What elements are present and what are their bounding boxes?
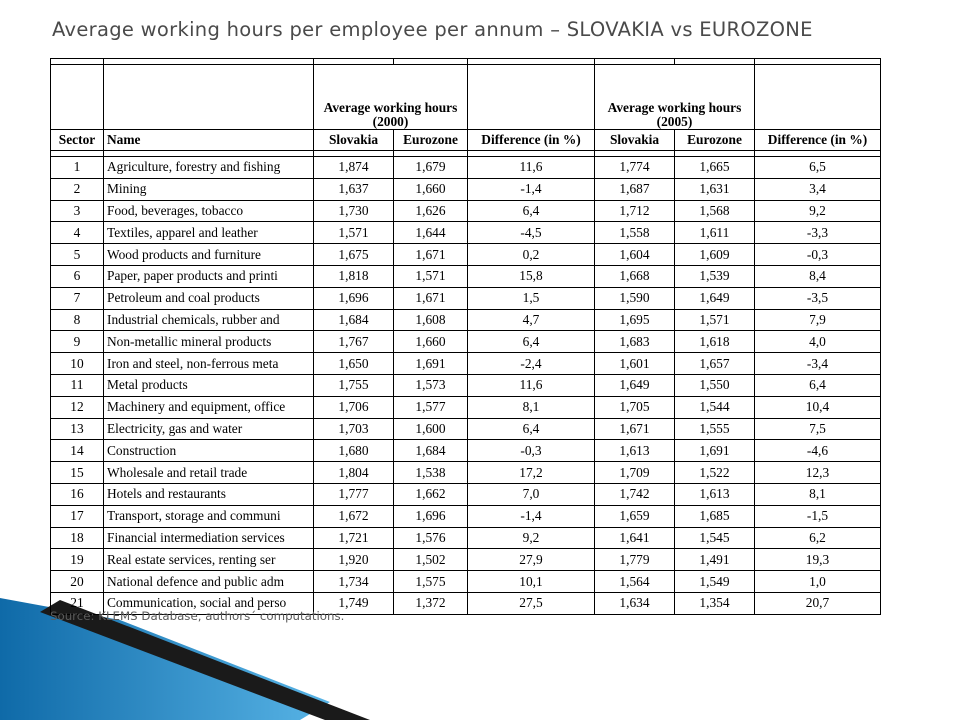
difference-2000-cell: -2,4: [468, 353, 595, 375]
difference-2005-cell: 19,3: [755, 549, 881, 571]
slovakia-2005-cell: 1,558: [595, 222, 675, 244]
slovakia-2005-cell: 1,601: [595, 353, 675, 375]
difference-2005-cell: 7,5: [755, 418, 881, 440]
difference-2005-cell: 6,4: [755, 374, 881, 396]
eurozone-2005-cell: 1,609: [675, 244, 755, 266]
eurozone-2000-cell: 1,696: [394, 505, 468, 527]
table-row: [51, 244, 881, 266]
eurozone-2000-cell: 1,538: [394, 462, 468, 484]
col-header-difference-2000: Difference (in %): [468, 130, 595, 151]
difference-2000-cell: 9,2: [468, 527, 595, 549]
slovakia-2000-cell: 1,650: [314, 353, 394, 375]
group-header-2005: Average working hours (2005): [595, 65, 755, 130]
difference-2005-cell: 1,0: [755, 571, 881, 593]
slovakia-2000-cell: 1,767: [314, 331, 394, 353]
slovakia-2000-cell: 1,637: [314, 178, 394, 200]
table-row: [51, 462, 881, 484]
name-cell: Food, beverages, tobacco: [104, 200, 314, 222]
col-header-slovakia-2005: Slovakia: [595, 130, 675, 151]
slovakia-2000-cell: 1,703: [314, 418, 394, 440]
eurozone-2005-cell: 1,685: [675, 505, 755, 527]
slovakia-2000-cell: 1,672: [314, 505, 394, 527]
table-row: [51, 200, 881, 222]
table-row: [51, 222, 881, 244]
eurozone-2000-cell: 1,573: [394, 374, 468, 396]
slovakia-2005-cell: 1,705: [595, 396, 675, 418]
eurozone-2005-cell: 1,571: [675, 309, 755, 331]
name-cell: Hotels and restaurants: [104, 483, 314, 505]
eurozone-2005-cell: 1,539: [675, 265, 755, 287]
name-cell: Industrial chemicals, rubber and: [104, 309, 314, 331]
name-cell: Electricity, gas and water: [104, 418, 314, 440]
col-header-eurozone-2005: Eurozone: [675, 130, 755, 151]
slovakia-2000-cell: 1,684: [314, 309, 394, 331]
difference-2005-cell: 12,3: [755, 462, 881, 484]
name-cell: National defence and public adm: [104, 571, 314, 593]
table-row: [51, 396, 881, 418]
group-header-2000: Average working hours (2000): [314, 65, 468, 130]
name-cell: Communication, social and perso: [104, 592, 314, 614]
eurozone-2005-cell: 1,522: [675, 462, 755, 484]
difference-2005-cell: 8,4: [755, 265, 881, 287]
difference-2000-cell: 6,4: [468, 331, 595, 353]
eurozone-2000-cell: 1,626: [394, 200, 468, 222]
difference-2000-cell: 4,7: [468, 309, 595, 331]
eurozone-2000-cell: 1,372: [394, 592, 468, 614]
table-row: [51, 287, 881, 309]
difference-2000-cell: 10,1: [468, 571, 595, 593]
difference-2000-cell: 7,0: [468, 483, 595, 505]
sector-cell: 20: [51, 571, 104, 593]
sector-cell: 6: [51, 265, 104, 287]
slovakia-2000-cell: 1,571: [314, 222, 394, 244]
table-row: [51, 483, 881, 505]
col-header-difference-2005: Difference (in %): [755, 130, 881, 151]
difference-2005-cell: 6,2: [755, 527, 881, 549]
eurozone-2000-cell: 1,576: [394, 527, 468, 549]
slovakia-2005-cell: 1,695: [595, 309, 675, 331]
slovakia-2005-cell: 1,709: [595, 462, 675, 484]
difference-2005-cell: 4,0: [755, 331, 881, 353]
col-header-name: Name: [104, 130, 314, 151]
slovakia-2000-cell: 1,777: [314, 483, 394, 505]
slovakia-2000-cell: 1,804: [314, 462, 394, 484]
difference-2005-cell: -3,3: [755, 222, 881, 244]
sector-cell: 18: [51, 527, 104, 549]
sector-cell: 1: [51, 157, 104, 179]
sector-cell: 10: [51, 353, 104, 375]
slovakia-2005-cell: 1,604: [595, 244, 675, 266]
difference-2005-cell: 10,4: [755, 396, 881, 418]
slovakia-2000-cell: 1,818: [314, 265, 394, 287]
slovakia-2000-cell: 1,721: [314, 527, 394, 549]
table-row: [51, 418, 881, 440]
sector-cell: 9: [51, 331, 104, 353]
difference-2000-cell: 11,6: [468, 374, 595, 396]
eurozone-2000-cell: 1,679: [394, 157, 468, 179]
name-cell: Non-metallic mineral products: [104, 331, 314, 353]
slovakia-2000-cell: 1,706: [314, 396, 394, 418]
slovakia-2000-cell: 1,749: [314, 592, 394, 614]
difference-2000-cell: -0,3: [468, 440, 595, 462]
difference-2000-cell: -1,4: [468, 178, 595, 200]
eurozone-2000-cell: 1,662: [394, 483, 468, 505]
sector-cell: 3: [51, 200, 104, 222]
table-row: [51, 549, 881, 571]
name-cell: Metal products: [104, 374, 314, 396]
table-row: [51, 505, 881, 527]
name-cell: Paper, paper products and printi: [104, 265, 314, 287]
difference-2005-cell: -3,5: [755, 287, 881, 309]
difference-2005-cell: 9,2: [755, 200, 881, 222]
name-cell: Petroleum and coal products: [104, 287, 314, 309]
eurozone-2000-cell: 1,577: [394, 396, 468, 418]
table-row: [51, 309, 881, 331]
sector-cell: 4: [51, 222, 104, 244]
slovakia-2005-cell: 1,613: [595, 440, 675, 462]
difference-2005-cell: 6,5: [755, 157, 881, 179]
difference-2005-cell: -0,3: [755, 244, 881, 266]
name-cell: Wood products and furniture: [104, 244, 314, 266]
difference-2000-cell: 27,5: [468, 592, 595, 614]
eurozone-2000-cell: 1,660: [394, 331, 468, 353]
slovakia-2005-cell: 1,774: [595, 157, 675, 179]
slovakia-2005-cell: 1,668: [595, 265, 675, 287]
name-cell: Wholesale and retail trade: [104, 462, 314, 484]
name-cell: Iron and steel, non-ferrous meta: [104, 353, 314, 375]
column-header-row: [51, 130, 881, 151]
difference-2005-cell: 3,4: [755, 178, 881, 200]
slovakia-2005-cell: 1,687: [595, 178, 675, 200]
slovakia-2005-cell: 1,683: [595, 331, 675, 353]
difference-2000-cell: 6,4: [468, 418, 595, 440]
sector-cell: 15: [51, 462, 104, 484]
eurozone-2005-cell: 1,545: [675, 527, 755, 549]
name-cell: Textiles, apparel and leather: [104, 222, 314, 244]
source-note: Source: KLEMS Database, authors´ computations.: [50, 609, 345, 623]
difference-2000-cell: -1,4: [468, 505, 595, 527]
col-header-eurozone-2000: Eurozone: [394, 130, 468, 151]
table-row: [51, 374, 881, 396]
slovakia-2005-cell: 1,659: [595, 505, 675, 527]
difference-2005-cell: -3,4: [755, 353, 881, 375]
eurozone-2000-cell: 1,571: [394, 265, 468, 287]
slovakia-2005-cell: 1,779: [595, 549, 675, 571]
slovakia-2000-cell: 1,920: [314, 549, 394, 571]
slovakia-2005-cell: 1,641: [595, 527, 675, 549]
table-row: [51, 331, 881, 353]
eurozone-2005-cell: 1,568: [675, 200, 755, 222]
difference-2000-cell: 17,2: [468, 462, 595, 484]
sector-cell: 12: [51, 396, 104, 418]
slovakia-2005-cell: 1,712: [595, 200, 675, 222]
eurozone-2005-cell: 1,631: [675, 178, 755, 200]
name-cell: Real estate services, renting ser: [104, 549, 314, 571]
slovakia-2005-cell: 1,671: [595, 418, 675, 440]
sector-cell: 19: [51, 549, 104, 571]
slide-title: Average working hours per employee per annum – SLOVAKIA vs EUROZONE: [52, 18, 813, 41]
eurozone-2005-cell: 1,691: [675, 440, 755, 462]
difference-2000-cell: -4,5: [468, 222, 595, 244]
slovakia-2000-cell: 1,730: [314, 200, 394, 222]
eurozone-2005-cell: 1,491: [675, 549, 755, 571]
eurozone-2005-cell: 1,555: [675, 418, 755, 440]
sector-cell: 13: [51, 418, 104, 440]
eurozone-2000-cell: 1,644: [394, 222, 468, 244]
name-cell: Transport, storage and communi: [104, 505, 314, 527]
sector-cell: 7: [51, 287, 104, 309]
table-row: [51, 440, 881, 462]
name-cell: Construction: [104, 440, 314, 462]
slovakia-2000-cell: 1,874: [314, 157, 394, 179]
eurozone-2000-cell: 1,684: [394, 440, 468, 462]
difference-2005-cell: 7,9: [755, 309, 881, 331]
difference-2005-cell: 20,7: [755, 592, 881, 614]
difference-2000-cell: 11,6: [468, 157, 595, 179]
difference-2000-cell: 27,9: [468, 549, 595, 571]
slovakia-2000-cell: 1,696: [314, 287, 394, 309]
slovakia-2000-cell: 1,755: [314, 374, 394, 396]
group-header-row: [51, 65, 881, 130]
eurozone-2000-cell: 1,691: [394, 353, 468, 375]
difference-2005-cell: 8,1: [755, 483, 881, 505]
eurozone-2000-cell: 1,502: [394, 549, 468, 571]
sector-cell: 16: [51, 483, 104, 505]
difference-2000-cell: 15,8: [468, 265, 595, 287]
difference-2000-cell: 1,5: [468, 287, 595, 309]
table-row: [51, 571, 881, 593]
sector-cell: 11: [51, 374, 104, 396]
sector-cell: 21: [51, 592, 104, 614]
eurozone-2005-cell: 1,549: [675, 571, 755, 593]
slovakia-2000-cell: 1,675: [314, 244, 394, 266]
eurozone-2005-cell: 1,665: [675, 157, 755, 179]
difference-2000-cell: 0,2: [468, 244, 595, 266]
table-row: [51, 178, 881, 200]
name-cell: Agriculture, forestry and fishing: [104, 157, 314, 179]
col-header-slovakia-2000: Slovakia: [314, 130, 394, 151]
eurozone-2005-cell: 1,544: [675, 396, 755, 418]
slovakia-2005-cell: 1,634: [595, 592, 675, 614]
slovakia-2000-cell: 1,680: [314, 440, 394, 462]
name-cell: Mining: [104, 178, 314, 200]
eurozone-2005-cell: 1,649: [675, 287, 755, 309]
table-row: [51, 157, 881, 179]
eurozone-2000-cell: 1,608: [394, 309, 468, 331]
table-row: [51, 353, 881, 375]
eurozone-2000-cell: 1,671: [394, 244, 468, 266]
eurozone-2005-cell: 1,613: [675, 483, 755, 505]
sector-cell: 17: [51, 505, 104, 527]
sector-cell: 5: [51, 244, 104, 266]
slovakia-2005-cell: 1,649: [595, 374, 675, 396]
eurozone-2005-cell: 1,618: [675, 331, 755, 353]
difference-2000-cell: 8,1: [468, 396, 595, 418]
eurozone-2000-cell: 1,575: [394, 571, 468, 593]
sector-cell: 8: [51, 309, 104, 331]
difference-2005-cell: -4,6: [755, 440, 881, 462]
eurozone-2000-cell: 1,660: [394, 178, 468, 200]
table-row: [51, 265, 881, 287]
eurozone-2005-cell: 1,550: [675, 374, 755, 396]
difference-2005-cell: -1,5: [755, 505, 881, 527]
eurozone-2000-cell: 1,671: [394, 287, 468, 309]
eurozone-2005-cell: 1,354: [675, 592, 755, 614]
slovakia-2000-cell: 1,734: [314, 571, 394, 593]
working-hours-table: [50, 58, 881, 615]
slovakia-2005-cell: 1,564: [595, 571, 675, 593]
name-cell: Financial intermediation services: [104, 527, 314, 549]
eurozone-2005-cell: 1,657: [675, 353, 755, 375]
eurozone-2000-cell: 1,600: [394, 418, 468, 440]
slovakia-2005-cell: 1,590: [595, 287, 675, 309]
name-cell: Machinery and equipment, office: [104, 396, 314, 418]
slovakia-2005-cell: 1,742: [595, 483, 675, 505]
difference-2000-cell: 6,4: [468, 200, 595, 222]
sector-cell: 14: [51, 440, 104, 462]
table-row: [51, 527, 881, 549]
col-header-sector: Sector: [51, 130, 104, 151]
eurozone-2005-cell: 1,611: [675, 222, 755, 244]
sector-cell: 2: [51, 178, 104, 200]
